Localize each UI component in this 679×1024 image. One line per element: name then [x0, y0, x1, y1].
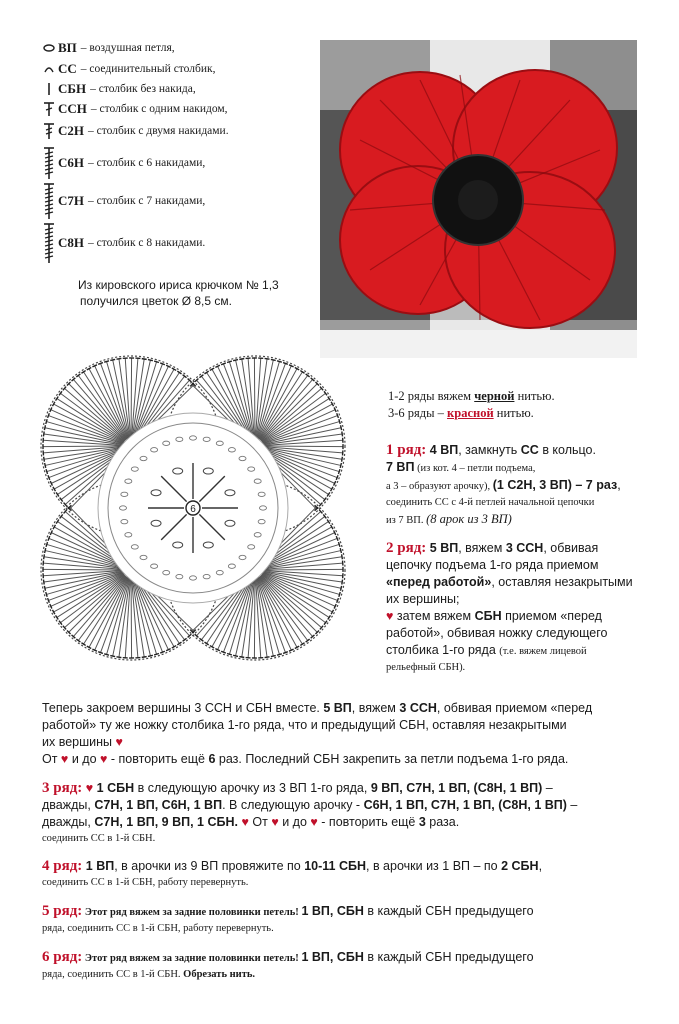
chart-stitch — [263, 446, 343, 447]
chart-stitch-top — [341, 586, 342, 591]
heart-icon: ♥ — [271, 815, 279, 829]
c7-icon — [40, 182, 58, 220]
legend-row-sc: СБН – столбик без накида, — [40, 81, 196, 97]
chart-stitch-top — [154, 361, 159, 362]
row1-instructions: 1 ряд: 4 ВП, замкнуть СС в кольцо. 7 ВП (из кот. 4 – петли подъема, а 3 – образуют арочку), (1 С2Н, 3 ВП) – 7 раз, соединить СС с 4-й петлей начальной цепочки из 7 ВП. (8 арок из 3 ВП) — [386, 442, 621, 526]
heart-icon: ♥ — [241, 815, 249, 829]
chart-stitch-top — [142, 359, 147, 360]
row2-instructions: 2 ряд: 5 ВП, вяжем 3 ССН, обвивая цепочку подъема 1-го ряда приемом «перед работой», оставляя незакрытыми их вершины; ♥ затем вяжем СБН приемом «перед работой», обвивая ножку следующего столбика 1-го ряда (т.е. вяжем лицевой рельефный СБН). — [386, 540, 633, 673]
sc-icon — [40, 82, 58, 96]
row5-instructions: 5 ряд: Этот ряд вяжем за задние половинки петель! 1 ВП, СБН в каждый СБН предыдущего ряда, соединить СС в 1-й СБН, работу перевернуть. — [42, 903, 534, 934]
crochet-chart-svg — [28, 336, 368, 676]
chart-stitch-top — [50, 481, 52, 486]
chart-stitch-top — [334, 530, 336, 535]
chart-stitch-top — [265, 358, 270, 359]
chart-stitch-top — [148, 655, 153, 656]
chart-stitch-top — [148, 360, 153, 361]
chart-stitch-top — [221, 651, 226, 653]
heart-icon: ♥ — [310, 815, 318, 829]
chart-stitch-top — [239, 359, 244, 360]
chart-stitch-top — [340, 463, 341, 468]
chart-stitch-top — [337, 413, 339, 418]
c8-icon — [40, 222, 58, 264]
chart-stitch-top — [337, 598, 339, 603]
chart-stitch-top — [336, 536, 338, 541]
chart-stitch-top — [44, 457, 45, 462]
chart-stitch-top — [44, 425, 45, 430]
legend-row-c8: С8Н – столбик с 8 накидами. — [40, 222, 205, 264]
legend-row-slip: СС – соединительный столбик, — [40, 61, 215, 77]
size-note: Из кировского ириса крючком № 1,3 получился цветок Ø 8,5 см. — [78, 278, 279, 308]
chart-stitch-top — [46, 542, 47, 547]
crochet-chart — [28, 336, 368, 676]
flower-photo — [320, 40, 637, 358]
chart-stitch-top — [46, 592, 47, 597]
chart-stitch-top — [46, 469, 47, 474]
chart-stitch-top — [50, 604, 52, 609]
heart-icon: ♥ — [115, 735, 123, 749]
chart-stitch-top — [340, 548, 341, 553]
chart-stitch-top — [56, 615, 59, 619]
chart-stitch-top — [339, 592, 340, 597]
chart-stitch-top — [104, 654, 109, 655]
chart-stitch-top — [334, 481, 336, 486]
chart-stitch-top — [154, 653, 159, 654]
chart-stitch-top — [50, 407, 52, 412]
heart-icon: ♥ — [100, 752, 108, 766]
chart-stitch-top — [215, 365, 220, 367]
legend-row-dc: ССН – столбик с одним накидом, — [40, 101, 228, 117]
chart-stitch-top — [277, 654, 282, 655]
chart-stitch-top — [342, 580, 343, 585]
chart-stitch-top — [239, 657, 244, 658]
chart-stitch-top — [116, 657, 121, 658]
chart-stitch-top — [46, 419, 47, 424]
legend-row-c6: С6Н – столбик с 6 накидами, — [40, 146, 205, 180]
chart-stitch-top — [43, 580, 44, 585]
chart-stitch-top — [48, 475, 50, 480]
chart-stitch-top — [110, 359, 115, 360]
chain-icon — [40, 44, 58, 52]
chart-stitch — [254, 578, 255, 658]
chart-stitch-top — [204, 371, 208, 374]
chart-stitch-top — [227, 653, 232, 654]
chart-stitch-top — [277, 361, 282, 362]
chart-stitch-top — [160, 651, 165, 653]
yarn-colors-note: 1-2 ряды вяжем черной нитью. 3-6 ряды – красной нитью. — [388, 389, 555, 420]
row4-instructions: 4 ряд: 1 ВП, в арочки из 9 ВП провяжите по 10-11 СБН, в арочки из 1 ВП – по 2 СБН, соединить СС в 1-й СБН, работу перевернуть. — [42, 858, 543, 888]
chart-stitch-top — [142, 657, 147, 658]
legend-row-chain: ВП – воздушная петля, — [40, 40, 175, 56]
chart-stitch-top — [336, 475, 338, 480]
chart-stitch — [131, 578, 132, 658]
chart-stitch-top — [300, 371, 304, 374]
chart-stitch-top — [328, 615, 331, 619]
chart-stitch-top — [56, 396, 59, 400]
chart-stitch-top — [48, 413, 50, 418]
row3-instructions: 3 ряд: ♥ 1 СБН в следующую арочку из 3 ВП 1-го ряда, 9 ВП, С7Н, 1 ВП, (С8Н, 1 ВП) – дважды, С7Н, 1 ВП, С6Н, 1 ВП. В следующую арочку - С6Н, 1 ВП, С7Н, 1 ВП, (С8Н, 1 ВП) – дважды, С7Н, 1 ВП, 9 ВП, 1 СБН. ♥ От ♥ и до ♥ - повторить ещё 3 раза. соединить СС в 1-й СБН. — [42, 780, 578, 844]
chart-stitch-top — [81, 371, 85, 374]
chart-stitch — [254, 358, 255, 438]
chart-stitch-top — [45, 463, 46, 468]
chart-stitch-top — [104, 361, 109, 362]
chart-stitch-top — [166, 649, 171, 651]
chart-stitch-top — [233, 655, 238, 656]
row6-instructions: 6 ряд: Этот ряд вяжем за задние половинки петель! 1 ВП, СБН в каждый СБН предыдущего ряда, соединить СС в 1-й СБН. Обрезать нить. — [42, 949, 534, 980]
chart-stitch-top — [45, 548, 46, 553]
chart-stitch-top — [221, 363, 226, 365]
chart-stitch-top — [44, 554, 45, 559]
chart-stitch-top — [215, 649, 220, 651]
legend-row-c7: С7Н – столбик с 7 накидами, — [40, 182, 205, 220]
heart-icon: ♥ — [85, 781, 94, 795]
chart-stitch-top — [327, 519, 330, 523]
chart-stitch-top — [116, 358, 121, 359]
chart-stitch-top — [334, 604, 336, 609]
chart-stitch-top — [339, 419, 340, 424]
tr-icon — [40, 122, 58, 140]
chart-stitch-top — [92, 649, 97, 651]
chart-stitch-top — [204, 642, 208, 645]
close-tops-paragraph: Теперь закроем вершины 3 ССН и СБН вместе. 5 ВП, вяжем 3 ССН, обвивая приемом «перед работой» ту же ножку столбика 1-го ряда, что и предыдущий СБН, оставляя незакрытыми их вершины ♥ От ♥ и до ♥ - повторить ещё 6 раз. Последний СБН закрепить за петли подъема 1-го ряда. — [42, 701, 593, 766]
slip-stitch-icon — [40, 65, 58, 73]
chart-stitch-top — [342, 457, 343, 462]
chart-stitch-top — [48, 598, 50, 603]
c6-icon — [40, 146, 58, 180]
chart-stitch-top — [44, 586, 45, 591]
chart-stitch-top — [98, 363, 103, 365]
chart-stitch-top — [166, 365, 171, 367]
chart-center-label: 6 — [190, 504, 196, 515]
chart-stitch — [43, 569, 123, 570]
chart-stitch-top — [271, 359, 276, 360]
chart-stitch-top — [271, 656, 276, 657]
chart-stitch-top — [56, 519, 59, 523]
chart-stitch-top — [98, 652, 103, 654]
chart-stitch-top — [92, 365, 97, 367]
chart-stitch-top — [341, 425, 342, 430]
chart-stitch-top — [289, 365, 294, 367]
chart-stitch-top — [338, 469, 339, 474]
chart-stitch-top — [265, 657, 270, 658]
chart-stitch-top — [342, 431, 343, 436]
chart-stitch — [43, 446, 123, 447]
heart-icon: ♥ — [60, 752, 69, 766]
heart-icon: ♥ — [386, 609, 394, 623]
dc-icon — [40, 101, 58, 117]
chart-stitch-top — [43, 431, 44, 436]
chart-stitch-top — [283, 363, 288, 365]
chart-stitch — [131, 358, 132, 438]
chart-stitch-top — [227, 361, 232, 362]
chart-stitch-top — [342, 554, 343, 559]
chart-stitch-top — [50, 530, 52, 535]
chart-stitch-top — [283, 652, 288, 654]
chart-stitch-top — [233, 360, 238, 361]
chart-stitch-top — [48, 536, 50, 541]
chart-stitch — [263, 569, 343, 570]
chart-stitch-top — [289, 649, 294, 651]
chart-stitch-top — [160, 363, 165, 365]
legend-row-tr: С2Н – столбик с двумя накидами. — [40, 122, 229, 140]
chart-stitch-top — [334, 407, 336, 412]
chart-stitch-top — [110, 656, 115, 657]
chart-stitch-top — [338, 542, 339, 547]
